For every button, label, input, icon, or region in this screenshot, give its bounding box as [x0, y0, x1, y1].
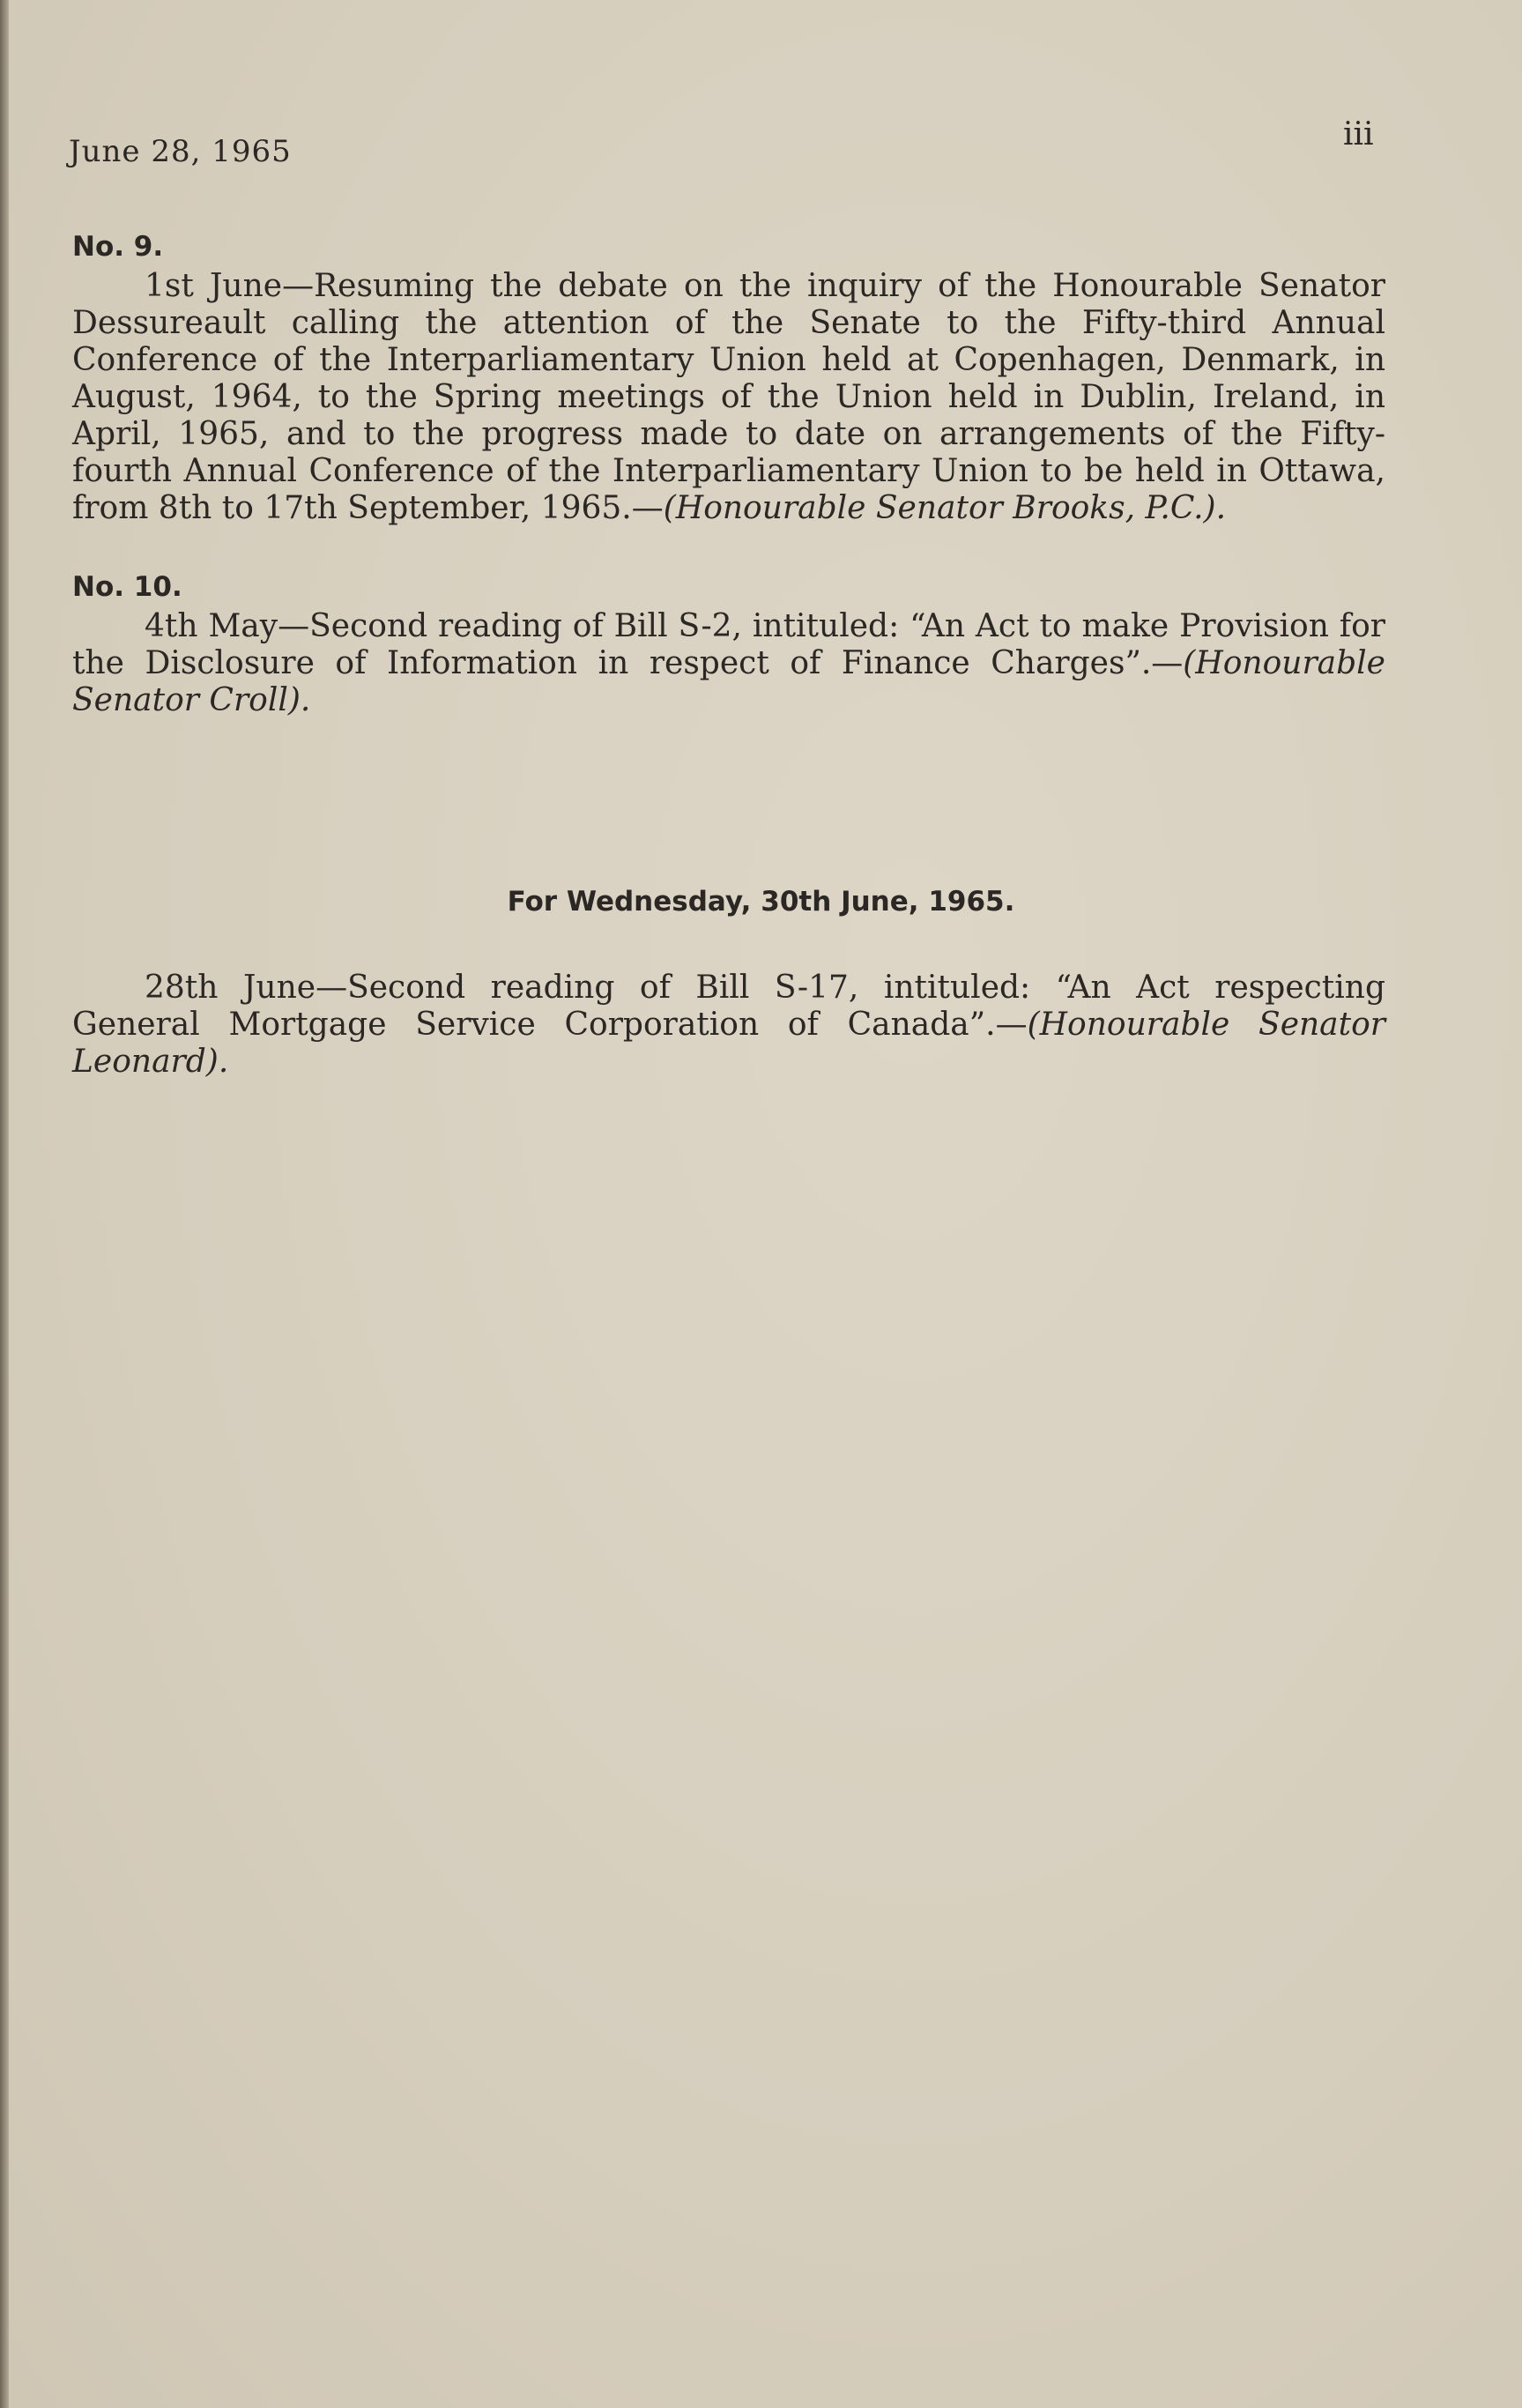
- item-text: [72, 608, 1385, 719]
- item-attribution: (Honourable Senator Leonard).: [72, 1007, 1385, 1080]
- header-date: June 28, 1965: [69, 134, 292, 169]
- item-text: [72, 970, 1385, 1081]
- order-item-wednesday: [72, 970, 1385, 1081]
- item-number: No. 10.: [72, 571, 182, 603]
- order-item-9: [72, 231, 1385, 527]
- item-text: [72, 268, 1385, 527]
- page-number: iii: [1343, 116, 1374, 152]
- section-heading: For Wednesday, 30th June, 1965.: [507, 886, 1015, 918]
- item-number: No. 9.: [72, 231, 164, 263]
- item-body: 1st June—Resuming the debate on the inquiry of the Honourable Senator Dessureault calling the attention of the Senate to the Fifty-third Annual Conference of the Interparliamentary Union held at Copenhagen, Denmark, in August, 1964, to the Spring meetings of the Union held in Dublin, Ireland, in April, 1965, and to the progress made to date on arrangements of the Fifty-fourth Annual Conference of the Interparliamentary Union to be held in Ottawa, from 8th to 17th September, 1965.—: [72, 268, 1385, 526]
- item-body: 28th June—Second reading of Bill S-17, intituled: “An Act respecting General Mortgage Service Corporation of Canada”.—: [72, 970, 1385, 1043]
- item-attribution: (Honourable Senator Brooks, P.C.).: [663, 490, 1227, 526]
- order-item-10: [72, 571, 1385, 719]
- item-body: 4th May—Second reading of Bill S-2, intituled: “An Act to make Provision for the Disclosure of Information in respect of Finance Charges”.—: [72, 608, 1385, 681]
- item-attribution: (Honourable Senator Croll).: [72, 645, 1385, 718]
- page-binding-edge: [0, 0, 9, 2408]
